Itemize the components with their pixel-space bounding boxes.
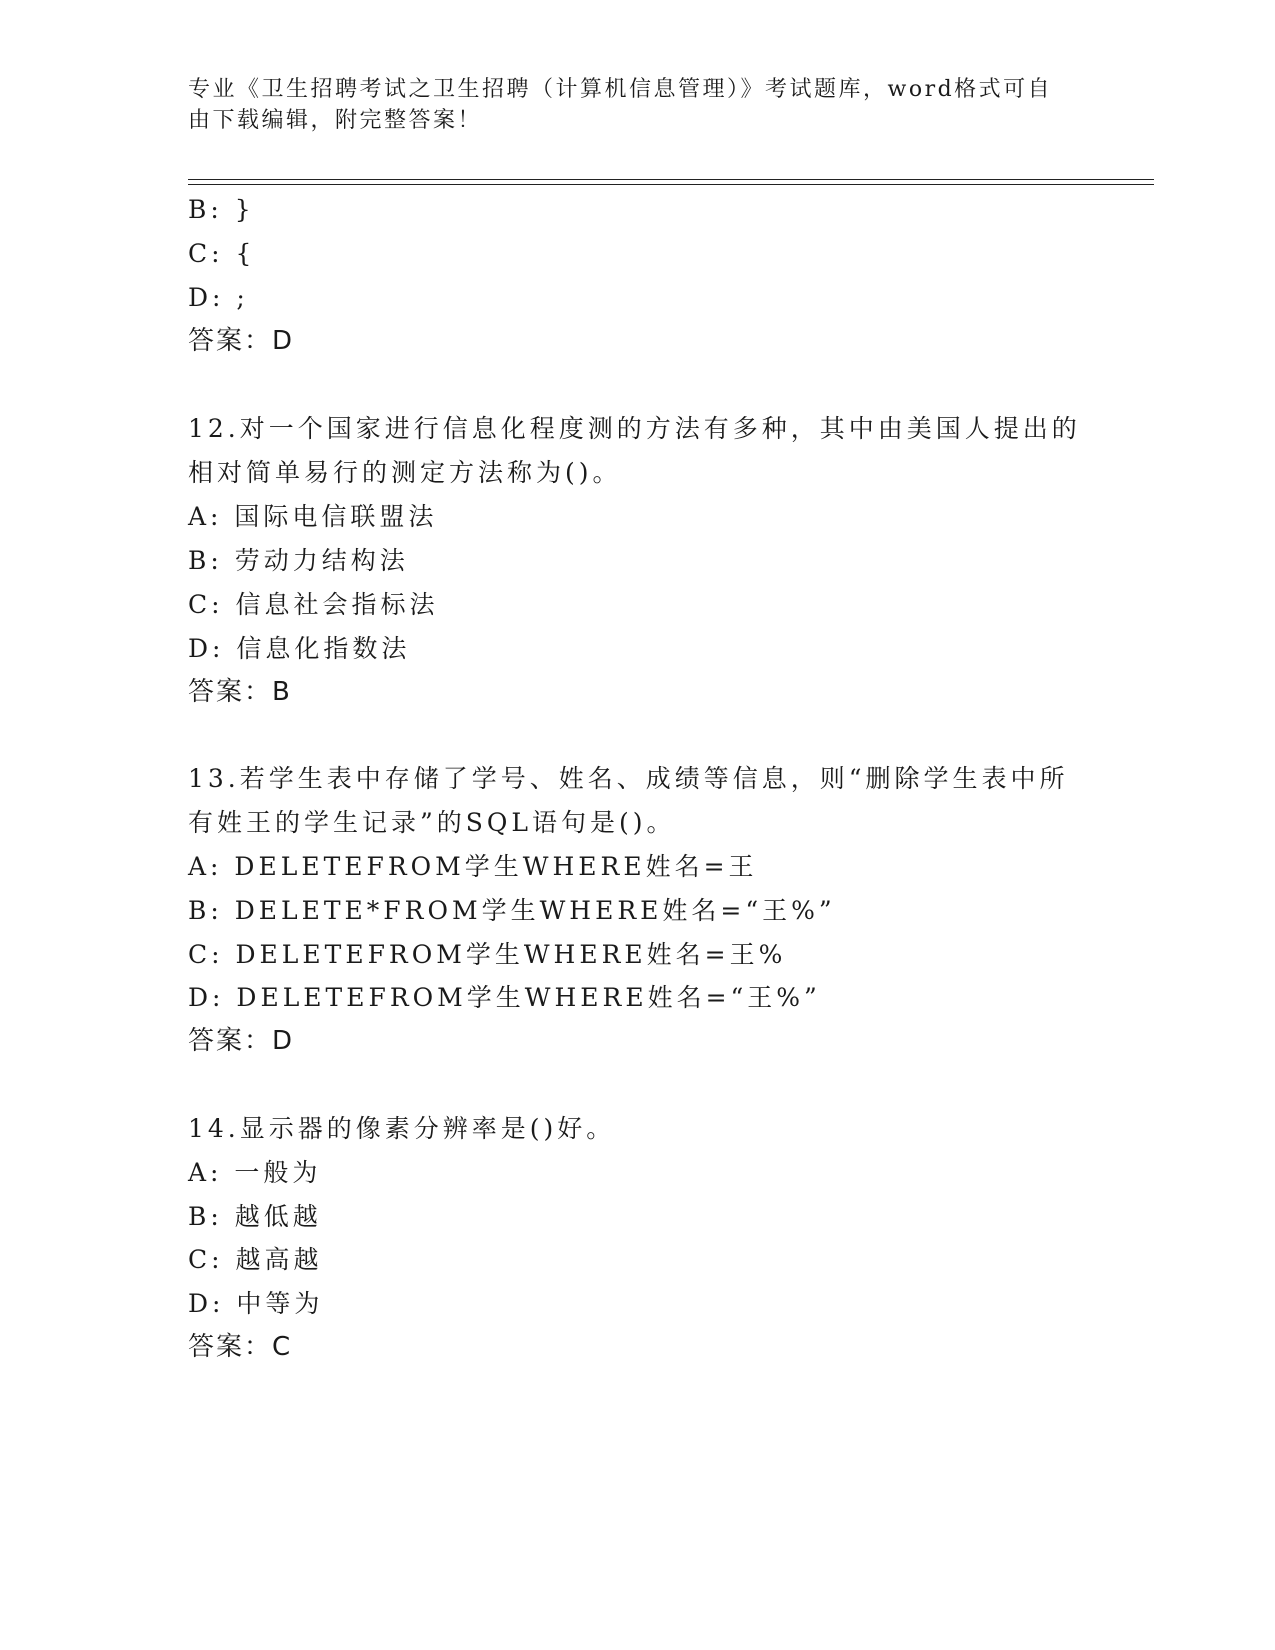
page-header bbox=[188, 74, 1088, 136]
option-b: B: 劳动力结构法 bbox=[188, 546, 409, 575]
question-stem: 14.显示器的像素分辨率是()好。 bbox=[188, 1114, 616, 1143]
header-line-1: 专业《卫生招聘考试之卫生招聘（计算机信息管理）》考试题库，word格式可自 bbox=[188, 77, 1053, 102]
option-c: C: { bbox=[188, 239, 256, 268]
question-stem: 13.若学生表中存储了学号、姓名、成绩等信息，则“删除学生表中所 bbox=[188, 764, 1069, 793]
question-stem: 相对简单易行的测定方法称为()。 bbox=[188, 458, 622, 487]
option-c: C: 越高越 bbox=[188, 1245, 323, 1274]
option-b: B: } bbox=[188, 195, 255, 224]
option-a: A: DELETEFROM学生WHERE姓名=王 bbox=[188, 852, 758, 881]
option-b: B: DELETE*FROM学生WHERE姓名=“王%” bbox=[188, 896, 836, 925]
option-c: C: 信息社会指标法 bbox=[188, 590, 439, 619]
header-divider-bottom bbox=[188, 184, 1154, 185]
question-stem: 有姓王的学生记录”的SQL语句是()。 bbox=[188, 808, 676, 837]
answer: 答案：D bbox=[188, 1026, 295, 1056]
answer: 答案：C bbox=[188, 1332, 293, 1362]
header-line-2: 由下载编辑，附完整答案！ bbox=[188, 108, 483, 133]
option-a: A: 一般为 bbox=[188, 1158, 322, 1187]
option-a: A: 国际电信联盟法 bbox=[188, 502, 438, 531]
option-b: B: 越低越 bbox=[188, 1202, 322, 1231]
option-c: C: DELETEFROM学生WHERE姓名=王% bbox=[188, 940, 787, 969]
option-d: D: 信息化指数法 bbox=[188, 634, 411, 663]
option-d: D: DELETEFROM学生WHERE姓名=“王%” bbox=[188, 983, 821, 1012]
option-d: D: ; bbox=[188, 283, 249, 312]
header-divider-top bbox=[188, 179, 1154, 180]
answer: 答案：D bbox=[188, 326, 295, 356]
option-d: D: 中等为 bbox=[188, 1289, 324, 1318]
question-stem: 12.对一个国家进行信息化程度测的方法有多种，其中由美国人提出的 bbox=[188, 414, 1081, 443]
answer: 答案：B bbox=[188, 677, 292, 707]
